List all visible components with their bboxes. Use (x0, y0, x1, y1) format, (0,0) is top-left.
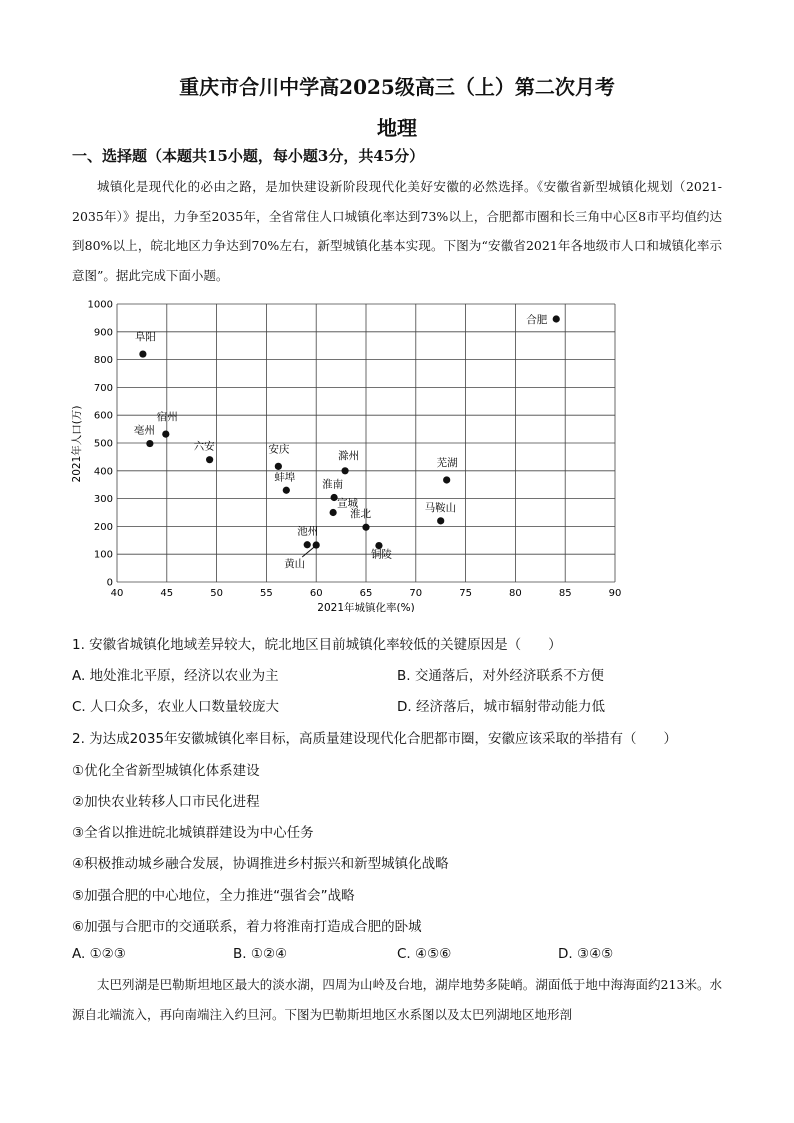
data-point (146, 440, 153, 447)
q2-option-a[interactable]: A. ①②③ (72, 946, 126, 962)
point-label: 马鞍山 (424, 501, 457, 514)
section-heading: 一、选择题（本题共15小题，每小题3分，共45分） (72, 147, 425, 165)
point-label: 滁州 (338, 449, 360, 462)
point-label: 淮南 (322, 478, 344, 491)
q1-option-c[interactable]: C. 人口众多，农业人口数量较庞大 (72, 699, 280, 715)
scatter-chart (60, 292, 630, 612)
q2-item: ⑥加强与合肥市的交通联系，着力将淮南打造成合肥的卧城 (72, 919, 422, 935)
x-axis-label: 2021年城镇化率(%) (317, 602, 415, 612)
question-1-stem: 1. 安徽省城镇化地域差异较大，皖北地区目前城镇化率较低的关键原因是（ ） (72, 637, 562, 653)
leader-line (302, 547, 314, 557)
data-point (330, 509, 337, 516)
y-tick-label: 400 (93, 466, 113, 478)
y-tick-label: 600 (93, 410, 113, 422)
point-label: 蚌埠 (274, 471, 296, 484)
point-label: 铜陵 (370, 548, 392, 561)
point-label: 芜湖 (436, 456, 458, 469)
point-label: 宣城 (337, 497, 359, 510)
q1-option-a[interactable]: A. 地处淮北平原，经济以农业为主 (72, 668, 279, 684)
y-axis-label: 2021年人口(万) (71, 405, 83, 483)
point-label: 合肥 (526, 314, 548, 327)
point-label: 宿州 (156, 411, 178, 424)
data-point (162, 431, 169, 438)
q2-option-c[interactable]: C. ④⑤⑥ (397, 946, 452, 962)
y-tick-label: 1000 (87, 299, 113, 311)
point-label: 安庆 (268, 443, 290, 456)
x-tick-label: 70 (409, 588, 423, 599)
point-label: 池州 (297, 525, 319, 538)
data-point (362, 524, 369, 531)
q2-item: ②加快农业转移人口市民化进程 (72, 794, 260, 810)
x-tick-label: 75 (459, 588, 472, 599)
x-tick-label: 55 (260, 588, 273, 599)
y-tick-label: 100 (93, 549, 113, 561)
x-tick-label: 65 (359, 588, 373, 599)
x-tick-label: 50 (210, 588, 223, 599)
y-tick-label: 0 (106, 577, 113, 589)
y-tick-label: 500 (93, 438, 113, 450)
passage-intro: 城镇化是现代化的必由之路，是加快建设新阶段现代化美好安徽的必然选择。《安徽省新型城镇化规划（2021-2035年）》提出，力争至2035年，全省常住人口城镇化率达到73%以上，合肥都市圈和长三角中心区8市平均值约达到80%以上，皖北地区力争达到70%左右，新型城镇化基本实现。下图为“安徽省2021年各地级市人口和城镇化率示意图”。据此完成下面小题。 (72, 179, 722, 283)
x-tick-label: 90 (608, 588, 622, 599)
data-point (443, 476, 450, 483)
point-label: 亳州 (133, 424, 155, 437)
data-point (304, 541, 311, 548)
q2-item: ④积极推动城乡融合发展，协调推进乡村振兴和新型城镇化战略 (72, 856, 449, 872)
chart-points (134, 313, 560, 570)
point-label: 淮北 (350, 508, 371, 521)
point-label: 黄山 (284, 558, 306, 571)
x-tick-label: 45 (160, 588, 174, 599)
x-tick-label: 80 (509, 588, 522, 599)
subject-title: 地理 (377, 116, 417, 140)
x-tick-label: 60 (309, 588, 323, 599)
data-point (341, 467, 348, 474)
data-point (437, 517, 444, 524)
q1-option-b[interactable]: B. 交通落后，对外经济联系不方便 (397, 668, 604, 684)
q2-option-d[interactable]: D. ③④⑤ (558, 946, 614, 962)
data-point (275, 463, 282, 470)
q2-option-b[interactable]: B. ①②④ (233, 946, 288, 962)
point-label: 六安 (193, 440, 215, 453)
x-tick-label: 40 (110, 588, 124, 599)
q2-item: ①优化全省新型城镇化体系建设 (72, 763, 260, 779)
passage-2: 太巴列湖是巴勒斯坦地区最大的淡水湖，四周为山岭及台地，湖岸地势多陡峭。湖面低于地中海海面约213米。水源自北端流入，再向南端注入约旦河。下图为巴勒斯坦地区水系图以及太巴列湖地区地形剖 (72, 977, 722, 1022)
point-label: 阜阳 (134, 331, 156, 344)
y-tick-label: 300 (93, 494, 113, 506)
question-2-stem: 2. 为达成2035年安徽城镇化率目标，高质量建设现代化合肥都市圈，安徽应该采取的举措有（ ） (72, 731, 678, 747)
data-point (139, 350, 146, 357)
q2-item: ③全省以推进皖北城镇群建设为中心任务 (72, 825, 314, 841)
exam-title: 重庆市合川中学高2025级高三（上）第二次月考 (179, 75, 615, 99)
y-tick-label: 900 (93, 327, 113, 339)
chart-grid (117, 304, 615, 582)
x-tick-label: 85 (558, 588, 572, 599)
y-tick-label: 800 (93, 355, 113, 367)
q2-item: ⑤加强合肥的中心地位，全力推进“强省会”战略 (72, 888, 355, 904)
q1-option-d[interactable]: D. 经济落后，城市辐射带动能力低 (397, 699, 605, 715)
data-point (283, 487, 290, 494)
y-tick-label: 700 (93, 382, 113, 394)
data-point (206, 456, 213, 463)
data-point (553, 315, 560, 322)
y-tick-label: 200 (93, 521, 113, 533)
